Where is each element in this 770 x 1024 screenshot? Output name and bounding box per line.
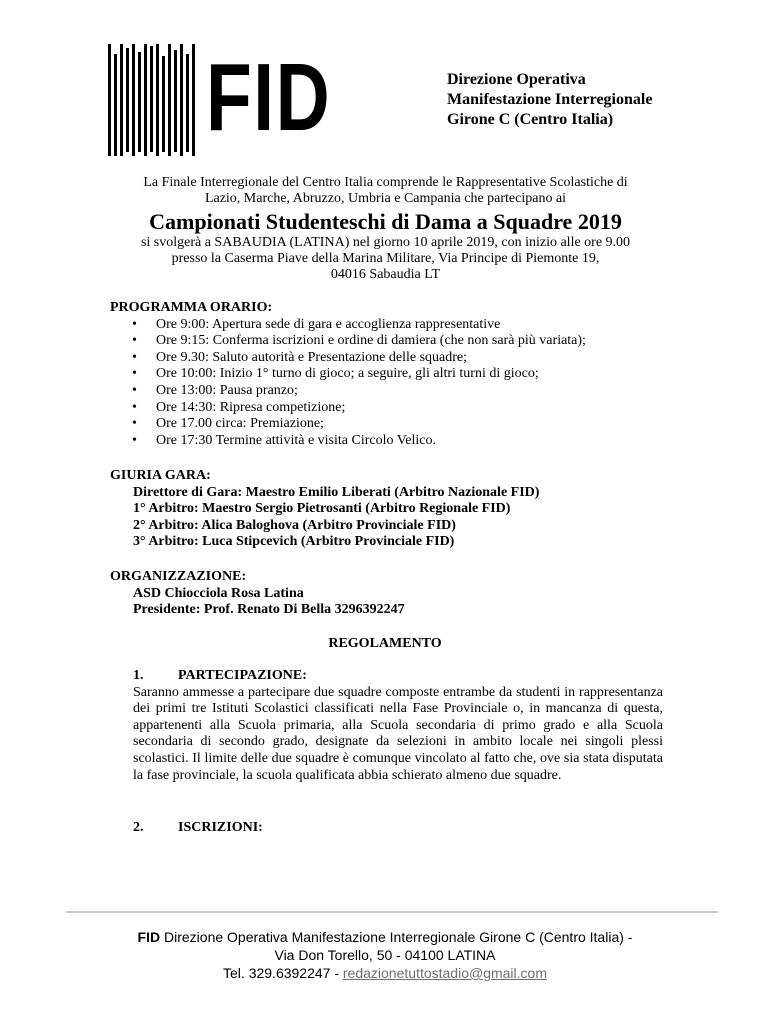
giuria-arbitro-2: 2° Arbitro: Alica Baloghova (Arbitro Provinciale FID) (133, 517, 456, 533)
footer-line-1-text: Direzione Operativa Manifestazione Interregionale Girone C (Centro Italia) - (160, 929, 633, 945)
intro-line-3: si svolgerà a SABAUDIA (LATINA) nel giorno 10 aprile 2019, con inizio alle ore 9.00 (140, 235, 631, 250)
footer-divider (66, 911, 718, 913)
logo-text: FID (206, 44, 332, 151)
intro-line-5: 04016 Sabaudia LT (330, 267, 441, 282)
article-text: Saranno ammesse a partecipare due squadre composte entrambe da studenti in rappresentanza dei primi tre Istituti Scolastici classificati nella Fase Provinciale o, in mancanza di questa, appartenenti alla Scuola primaria, alla Scuola secondaria di primo grado e alla Scuola secondaria di secondo grado, designate da selezioni in ambito locale nei singoli plessi scolastici. Il limite delle due squadre è comunque vincolato al fatto che, ove sia stata disputata la fase provinciale, la scuola qualificata abbia schierato almeno due squadre. (133, 684, 663, 783)
event-title: Campionati Studenteschi di Dama a Squadre 2019 (149, 209, 622, 234)
programma-heading: PROGRAMMA ORARIO: (110, 300, 273, 315)
footer-contact (0, 964, 770, 982)
article-number: 1. (133, 668, 144, 683)
article-heading (133, 820, 663, 837)
list-item: • Ore 17.00 circa: Premiazione; (110, 416, 670, 433)
list-item: • Ore 10:00: Inizio 1° turno di gioco; a seguire, gli altri turni di gioco; (110, 366, 670, 383)
article-title: ISCRIZIONI: (178, 820, 263, 835)
intro-line-2: Lazio, Marche, Abruzzo, Umbria e Campania che partecipano ai (204, 191, 567, 206)
giuria-arbitro-3: 3° Arbitro: Luca Stipcevich (Arbitro Provinciale FID) (133, 534, 455, 550)
footer-tel: Tel. 329.6392247 - (223, 965, 343, 981)
header-organization (447, 70, 652, 130)
giuria-section (110, 468, 670, 551)
fid-logo (108, 40, 332, 160)
organizzazione-section (110, 569, 670, 619)
org-line-1: Direzione Operativa (447, 71, 586, 88)
footer-address: Via Don Torello, 50 - 04100 LATINA (274, 947, 496, 963)
footer (0, 928, 770, 982)
org-line-3: Girone C (Centro Italia) (447, 111, 614, 128)
regolamento-heading: REGOLAMENTO (328, 636, 442, 651)
barcode-logo-mark (108, 44, 200, 156)
list-item: • Ore 9:00: Apertura sede di gara e accoglienza rappresentative (110, 317, 670, 334)
programma-section (110, 300, 670, 449)
org-line-2: Manifestazione Interregionale (447, 91, 653, 108)
article-partecipazione (133, 668, 663, 784)
intro-block (108, 175, 663, 283)
giuria-arbitro-1: 1° Arbitro: Maestro Sergio Pietrosanti (Arbitro Regionale FID) (133, 501, 511, 517)
giuria-direttore: Direttore di Gara: Maestro Emilio Liberati (Arbitro Nazionale FID) (133, 484, 540, 500)
footer-line-1 (0, 928, 770, 946)
organizzazione-asd: ASD Chiocciola Rosa Latina (133, 585, 304, 601)
footer-email-link[interactable]: redazionetuttostadio@gmail.com (342, 965, 547, 981)
article-heading (133, 668, 663, 685)
list-item: • Ore 14:30: Ripresa competizione; (110, 400, 670, 417)
organizzazione-presidente: Presidente: Prof. Renato Di Bella 3296392247 (133, 602, 405, 618)
list-item: • Ore 9:15: Conferma iscrizioni e ordine di damiera (che non sarà più variata); (110, 333, 670, 350)
giuria-heading: GIURIA GARA: (110, 468, 211, 483)
intro-line-4: presso la Caserma Piave della Marina Militare, Via Principe di Piemonte 19, (171, 251, 600, 266)
article-iscrizioni (133, 820, 663, 837)
footer-fid: FID (137, 929, 161, 945)
list-item: • Ore 13:00: Pausa pranzo; (110, 383, 670, 400)
list-item: • Ore 9.30: Saluto autorità e Presentazione delle squadre; (110, 350, 670, 367)
organizzazione-heading: ORGANIZZAZIONE: (110, 569, 247, 584)
programma-list (110, 317, 670, 450)
article-title: PARTECIPAZIONE: (178, 668, 307, 683)
article-number: 2. (133, 820, 144, 835)
intro-line-1: La Finale Interregionale del Centro Italia comprende le Rappresentative Scolastiche di (143, 175, 628, 190)
list-item: • Ore 17:30 Termine attività e visita Circolo Velico. (110, 433, 670, 450)
